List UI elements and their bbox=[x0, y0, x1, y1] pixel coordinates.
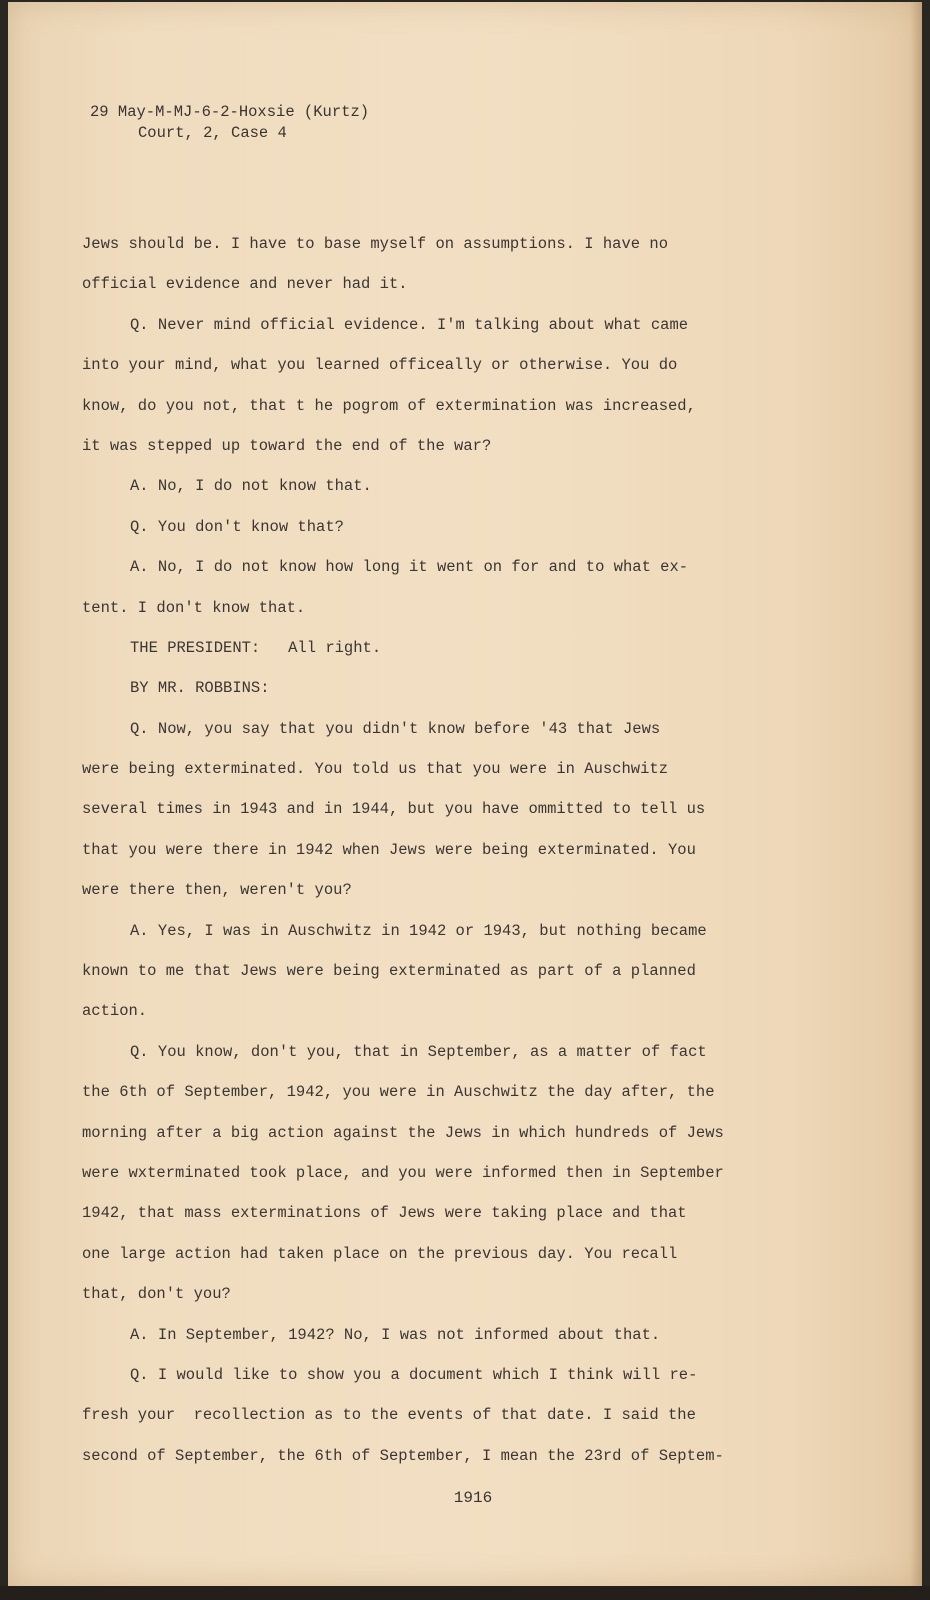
transcript-line: Q. You don't know that? bbox=[130, 517, 344, 536]
transcript-line: morning after a big action against the Jews in which hundreds of Jews bbox=[82, 1123, 724, 1142]
transcript-line: Q. I would like to show you a document which I think will re- bbox=[130, 1365, 698, 1384]
transcript-line: official evidence and never had it. bbox=[82, 275, 408, 294]
transcript-line: the 6th of September, 1942, you were in Auschwitz the day after, the bbox=[82, 1083, 715, 1102]
header-line-2: Court, 2, Case 4 bbox=[138, 124, 287, 142]
transcript-line: second of September, the 6th of September, I mean the 23rd of Septem- bbox=[82, 1446, 724, 1465]
transcript-line: one large action had taken place on the previous day. You recall bbox=[82, 1244, 678, 1263]
transcript-line: know, do you not, that t he pogrom of extermination was increased, bbox=[82, 396, 696, 415]
transcript-line: 1942, that mass exterminations of Jews were taking place and that bbox=[82, 1204, 687, 1223]
transcript-line: Q. Now, you say that you didn't know before '43 that Jews bbox=[130, 719, 661, 738]
page-edge-shadow bbox=[910, 2, 922, 1586]
transcript-line: known to me that Jews were being exterminated as part of a planned bbox=[82, 962, 696, 981]
header-line-1: 29 May-M-MJ-6-2-Hoxsie (Kurtz) bbox=[90, 103, 370, 121]
transcript-body bbox=[82, 224, 802, 1476]
transcript-line: BY MR. ROBBINS: bbox=[130, 679, 270, 698]
transcript-line: A. No, I do not know that. bbox=[130, 477, 372, 496]
transcript-line: that, don't you? bbox=[82, 1285, 231, 1304]
transcript-line: were being exterminated. You told us that you were in Auschwitz bbox=[82, 760, 668, 779]
transcript-line: fresh your recollection as to the events of that date. I said the bbox=[82, 1406, 696, 1425]
transcript-line: action. bbox=[82, 1002, 148, 1021]
transcript-line: A. In September, 1942? No, I was not informed about that. bbox=[130, 1325, 661, 1344]
transcript-line: into your mind, what you learned officeally or otherwise. You do bbox=[82, 356, 678, 375]
page-header bbox=[90, 102, 369, 144]
transcript-line: it was stepped up toward the end of the war? bbox=[82, 436, 492, 455]
scan-bottom-border bbox=[0, 1586, 930, 1600]
transcript-line: that you were there in 1942 when Jews were being exterminated. You bbox=[82, 840, 696, 859]
transcript-line: were there then, weren't you? bbox=[82, 881, 352, 900]
transcript-line: A. No, I do not know how long it went on for and to what ex- bbox=[130, 558, 689, 577]
transcript-line: were wxterminated took place, and you were informed then in September bbox=[82, 1163, 724, 1182]
page-number: 1916 bbox=[453, 1489, 493, 1507]
transcript-line: several times in 1943 and in 1944, but you have ommitted to tell us bbox=[82, 800, 706, 819]
transcript-line: THE PRESIDENT: All right. bbox=[130, 638, 382, 657]
transcript-line: tent. I don't know that. bbox=[82, 598, 306, 617]
transcript-line: Jews should be. I have to base myself on assumptions. I have no bbox=[82, 235, 668, 253]
document-page bbox=[8, 2, 922, 1586]
transcript-line: Q. You know, don't you, that in September, as a matter of fact bbox=[130, 1042, 707, 1061]
transcript-line: Q. Never mind official evidence. I'm talking about what came bbox=[130, 315, 689, 334]
transcript-line: A. Yes, I was in Auschwitz in 1942 or 1943, but nothing became bbox=[130, 921, 707, 940]
